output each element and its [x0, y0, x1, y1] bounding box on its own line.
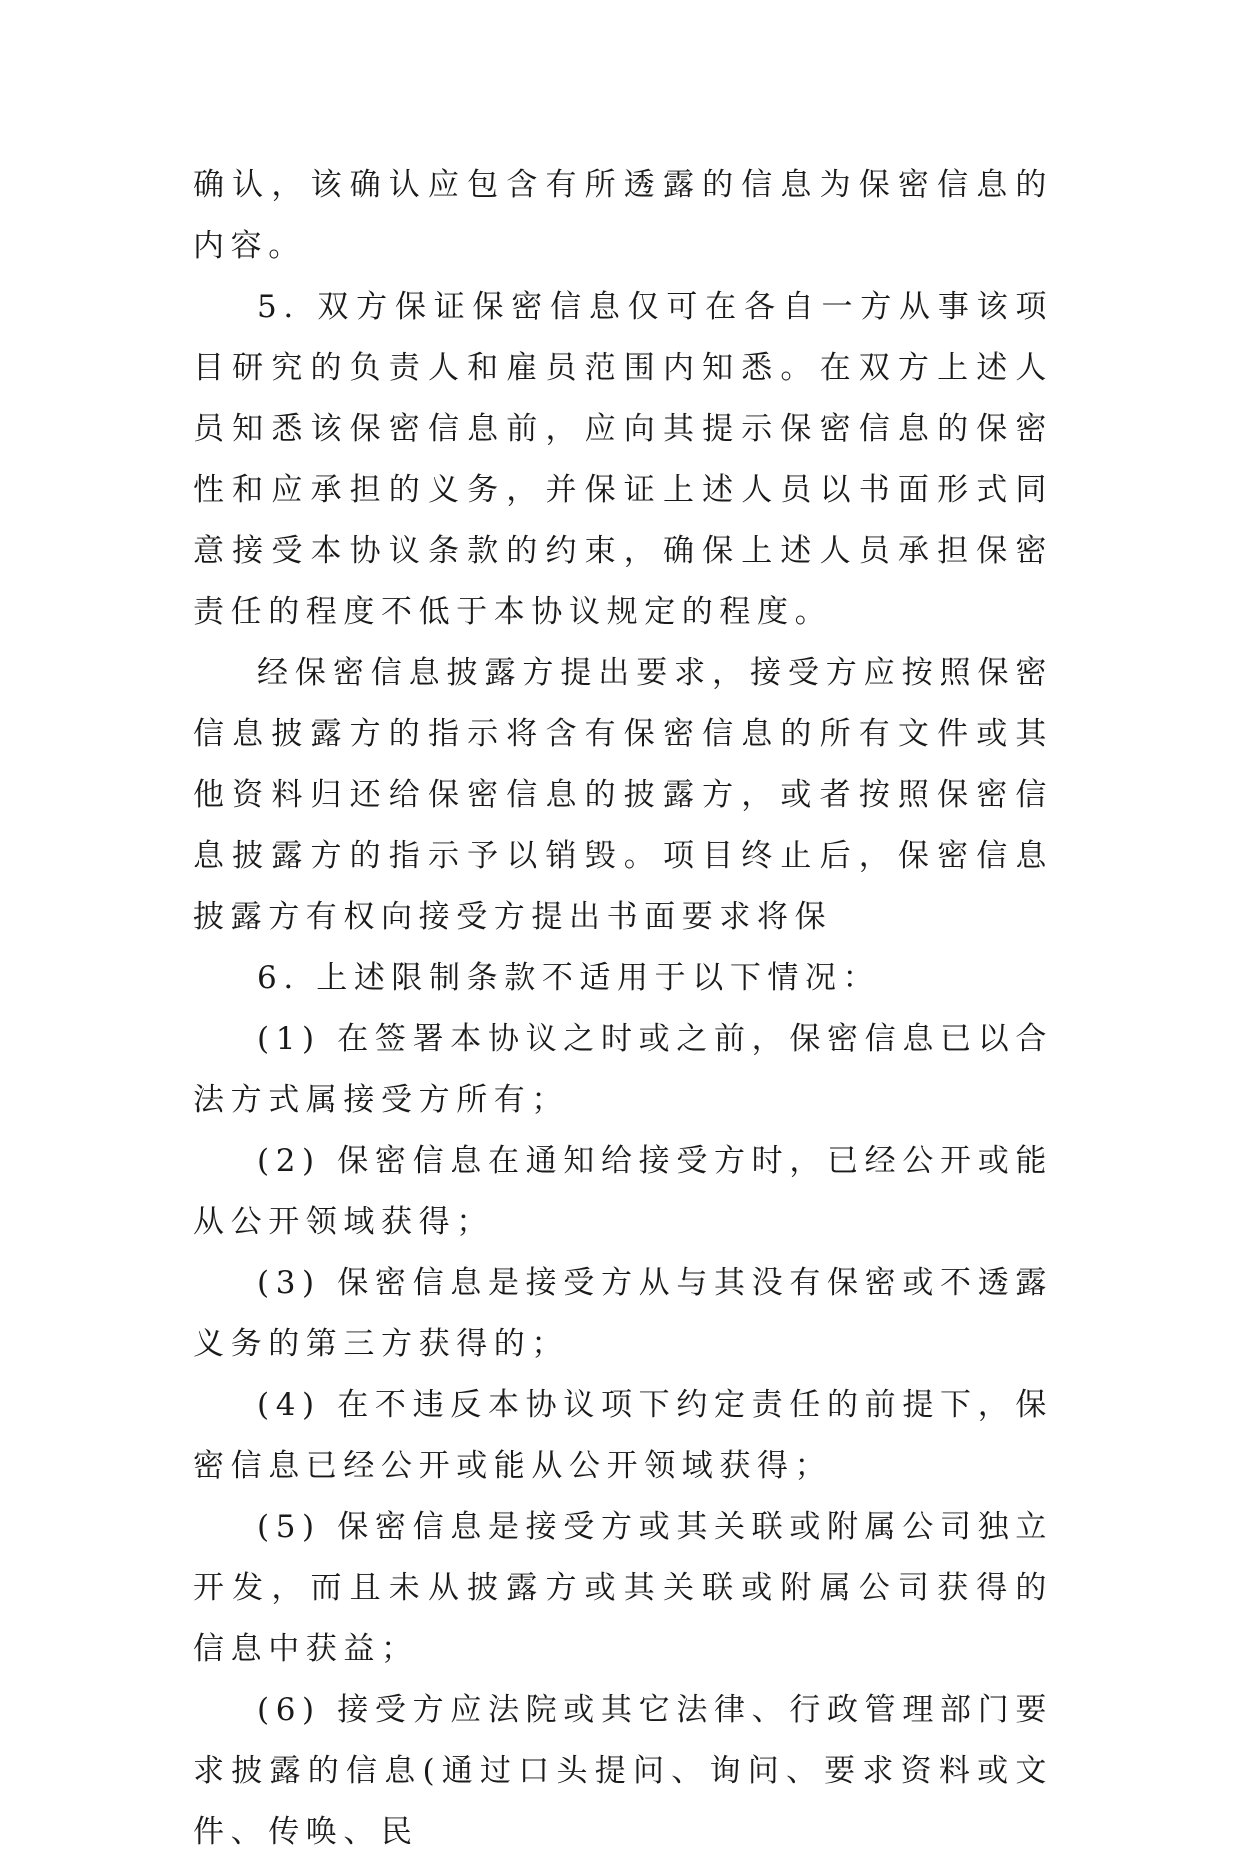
list-item-2: (2) 保密信息在通知给接受方时，已经公开或能从公开领域获得； [193, 1143, 1053, 1240]
list-item-4: (4) 在不违反本协议项下约定责任的前提下，保密信息已经公开或能从公开领域获得； [193, 1387, 1053, 1484]
paragraph-clause-6: 6. 上述限制条款不适用于以下情况： [257, 960, 881, 996]
list-item-1: (1) 在签署本协议之时或之前，保密信息已以合法方式属接受方所有； [193, 1021, 1053, 1118]
paragraph-clause-5: 5. 双方保证保密信息仅可在各自一方从事该项目研究的负责人和雇员范围内知悉。在双方上述人员知悉该保密信息前，应向其提示保密信息的保密性和应承担的义务，并保证上述人员以书面形式同意接受本协议条款的约束，确保上述人员承担保密责任的程度不低于本协议规定的程度。 [193, 289, 1053, 630]
paragraph-return-materials: 经保密信息披露方提出要求，接受方应按照保密信息披露方的指示将含有保密信息的所有文件或其他资料归还给保密信息的披露方，或者按照保密信息披露方的指示予以销毁。项目终止后，保密信息披露方有权向接受方提出书面要求将保 [193, 655, 1053, 935]
list-item-5: (5) 保密信息是接受方或其关联或附属公司独立开发，而且未从披露方或其关联或附属公司获得的信息中获益； [193, 1509, 1053, 1667]
list-item-6: (6) 接受方应法院或其它法律、行政管理部门要求披露的信息(通过口头提问、询问、要求资料或文件、传唤、民 [193, 1692, 1053, 1850]
list-item-3: (3) 保密信息是接受方从与其没有保密或不透露义务的第三方获得的； [193, 1265, 1053, 1362]
paragraph-confirm-continued: 确认，该确认应包含有所透露的信息为保密信息的内容。 [193, 167, 1053, 264]
document-body [193, 155, 1053, 1863]
